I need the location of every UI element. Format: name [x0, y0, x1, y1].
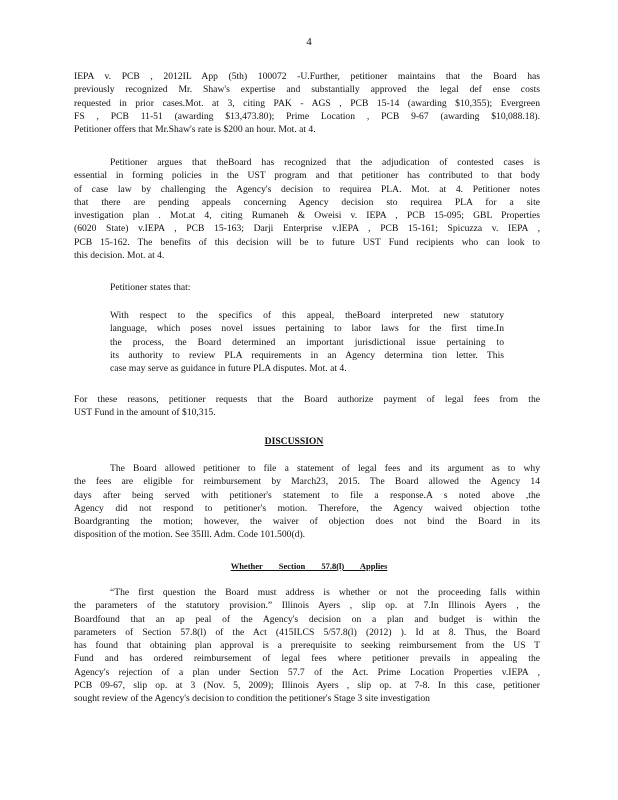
paragraph-petitioner-states [110, 281, 576, 294]
block-quote [110, 309, 504, 375]
text-line: the fees are eligible for reimbursement by March23, 2015. The Board allowed the Agency 14 [74, 476, 540, 488]
text-line: Agency's rejection of a plan under Section 57.7 of the Act. Prime Location Properties v.IEPA , [74, 666, 540, 678]
paragraph-first-question [74, 586, 540, 706]
heading-section-applies: Whether Section 57.8(l) Applies [230, 561, 388, 571]
text-line: FS , PCB 11-51 (awarding $13,473.80); Prime Location , PCB 9-67 (awarding $10,088.18). [74, 110, 540, 122]
text-line: Petitioner argues that theBoard has recognized that the adjudication of contested cases is [110, 157, 540, 168]
text-line: the parameters of the statutory provision.” Illinois Ayers , slip op. at 7.In Illinois Ayers , the [74, 600, 540, 612]
text-line: PCB 15-162. The benefits of this decision will be to future UST Fund recipients who can look to [74, 236, 540, 248]
text-line: requested in prior cases.Mot. at 3, citing PAK - AGS , PCB 15-14 (awarding $10,355); Evergreen [74, 97, 540, 109]
text-line: sought review of the Agency's decision to condition the petitioner's Stage 3 site investigation [74, 693, 430, 705]
heading-discussion: DISCUSSION [264, 436, 324, 447]
text-line: Petitioner offers that Mr.Shaw's rate is $200 an hour. Mot. at 4. [74, 124, 316, 136]
text-line: parameters of Section 57.8(l) of the Act (415ILCS 5/57.8(l) (2012) ). Id at 8. Thus, the Board [74, 626, 540, 638]
text-line: essential in forming policies in the UST program and that petitioner has contributed to that body [74, 170, 540, 182]
text-line: Agency did not respond to petitioner's motion. Therefore, the Agency waived objection tothe [74, 502, 540, 514]
text-line: this decision. Mot. at 4. [74, 250, 165, 262]
text-line: has found that obtaining plan approval is a prerequisite to seeking reimbursement from the US T [74, 640, 540, 652]
text-line: investigation plan . Mot.at 4, citing Rumaneh & Oweisi v. IEPA , PCB 15-095; GBL Properties [74, 210, 540, 222]
text-line: of case law by challenging the Agency's decision to requirea PLA. Mot. at 4. Petitioner notes [74, 183, 540, 195]
text-line: language, which poses novel issues pertaining to labor laws for the first time.In [110, 323, 504, 335]
text-line: its authority to review PLA requirements in an Agency determina tion letter. This [110, 349, 504, 361]
paragraph-request [74, 393, 540, 420]
text-line: PCB 09-67, slip op. at 3 (Nov. 5, 2009); Illinois Ayers , slip op. at 7-8. In this case, petitioner [74, 680, 540, 692]
text-line: days after being served with petitioner's statement to file a response.A s noted above ,the [74, 489, 540, 501]
text-line: Boardgranting the motion; however, the waiver of objection does not bind the Board in its [74, 516, 540, 528]
text-line: The Board allowed petitioner to file a statement of legal fees and its argument as to why [110, 463, 540, 474]
paragraph-fee-expertise [74, 70, 540, 136]
paragraph-case-law-argument [74, 156, 540, 262]
text-line: With respect to the specifics of this appeal, theBoard interpreted new statutory [110, 310, 504, 321]
text-line: Fund and has ordered reimbursement of legal fees where petitioner prevails in appealing the [74, 653, 540, 665]
text-line: UST Fund in the amount of $10,315. [74, 407, 216, 419]
text-line: “The first question the Board must address is whether or not the proceeding falls within [110, 587, 540, 598]
text-line: disposition of the motion. See 35Ill. Adm. Code 101.500(d). [74, 529, 306, 541]
text-line: Petitioner states that: [110, 282, 191, 293]
text-line: For these reasons, petitioner requests that the Board authorize payment of legal fees from the [74, 394, 540, 405]
text-line: previously recognized Mr. Shaw's expertise and substantially approved the legal def ense costs [74, 84, 540, 96]
text-line: Boardfound that an ap peal of the Agency's decision on a plan and budget is within the [74, 613, 540, 625]
text-line: IEPA v. PCB , 2012IL App (5th) 100072 -U.Further, petitioner maintains that the Board has [74, 71, 540, 82]
text-line: the process, the Board determined an important jurisdictional issue pertaining to [110, 336, 504, 348]
text-line: case may serve as guidance in future PLA disputes. Mot. at 4. [110, 363, 347, 375]
paragraph-board-allowed [74, 462, 540, 542]
text-line: that there are pending appeals concerning Agency decision sto requirea PLA for a site [74, 196, 540, 208]
text-line: (6020 State) v.IEPA , PCB 15-163; Darji Enterprise v.IEPA , PCB 15-161; Spicuzza v. IEPA , [74, 223, 540, 235]
page-number: 4 [306, 36, 312, 48]
